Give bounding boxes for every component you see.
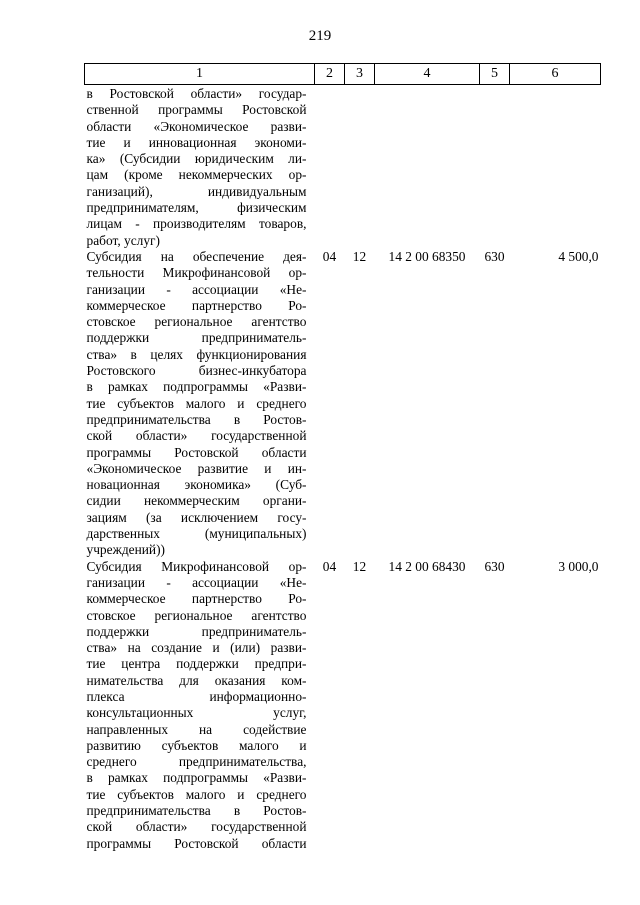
target-article-code xyxy=(375,85,480,249)
description-line: работ, услуг) xyxy=(86,232,160,248)
description-line: новационная экономика» (Суб- xyxy=(86,477,307,493)
description-line: области «Экономическое разви- xyxy=(86,118,307,134)
column-header-6: 6 xyxy=(510,64,601,85)
section-code: 04 xyxy=(322,248,337,264)
row-description xyxy=(85,559,315,852)
description-line: коммерческое партнерство Ро- xyxy=(86,591,307,607)
description-line: в Ростовской области» государ- xyxy=(86,86,307,101)
amount: 4 500,0 xyxy=(558,248,599,264)
description-line: Субсидия на обеспечение дея- xyxy=(86,248,307,264)
description-line: цам (кроме некоммерческих ор- xyxy=(86,167,307,183)
description-line: среднего предпринимательства, xyxy=(86,754,307,770)
description-line: консультационных услуг, xyxy=(86,705,307,721)
description-line: ства» в целях функционирования xyxy=(86,346,307,362)
description-line: в рамках подпрограммы «Разви- xyxy=(86,770,307,786)
table-row xyxy=(85,85,601,249)
description-line: тие субъектов малого и среднего xyxy=(86,395,307,411)
expense-type-code: 630 xyxy=(484,558,505,574)
description-line: тельности Микрофинансовой ор- xyxy=(86,265,307,281)
section-code: 04 xyxy=(322,558,337,574)
description-line: предпринимателям, физическим xyxy=(86,200,307,216)
subsection-code: 12 xyxy=(352,558,367,574)
description-line: стовское региональное агентство xyxy=(86,607,307,623)
description-line: ственной программы Ростовской xyxy=(86,102,307,118)
target-article-code: 14 2 00 68350 xyxy=(388,248,466,264)
description-line: ганизации - ассоциации «Не- xyxy=(86,574,307,590)
table-header-row xyxy=(85,64,601,85)
page-number: 219 xyxy=(308,28,332,44)
description-line: лицам - производителям товаров, xyxy=(86,216,307,232)
target-article-code: 14 2 00 68430 xyxy=(388,558,466,574)
subsection-code xyxy=(345,85,375,249)
column-header-2: 2 xyxy=(315,64,345,85)
column-header-3: 3 xyxy=(345,64,375,85)
column-header-4: 4 xyxy=(375,64,480,85)
description-line: программы Ростовской области xyxy=(86,835,307,851)
description-line: тие центра поддержки предпри- xyxy=(86,656,307,672)
row-description xyxy=(85,249,315,559)
column-header-1: 1 xyxy=(85,64,315,85)
table-row xyxy=(85,249,601,559)
description-line: плекса информационно- xyxy=(86,688,307,704)
description-line: нимательства для оказания ком- xyxy=(86,672,307,688)
description-line: стовское региональное агентство xyxy=(86,314,307,330)
description-line: тие субъектов малого и среднего xyxy=(86,786,307,802)
description-line: ганизаций), индивидуальным xyxy=(86,183,307,199)
description-line: ской области» государственной xyxy=(86,428,307,444)
description-line: развитию субъектов малого и xyxy=(86,737,307,753)
table-row xyxy=(85,559,601,852)
description-line: сидии некоммерческим органи- xyxy=(86,493,307,509)
description-line: направленных на содействие xyxy=(86,721,307,737)
subsection-code: 12 xyxy=(352,248,367,264)
expense-type-code xyxy=(480,85,510,249)
description-line: предпринимательства в Ростов- xyxy=(86,411,307,427)
description-line: Субсидия Микрофинансовой ор- xyxy=(86,558,307,574)
description-line: в рамках подпрограммы «Разви- xyxy=(86,379,307,395)
description-line: ка» (Субсидии юридическим ли- xyxy=(86,151,307,167)
amount xyxy=(510,85,601,249)
description-line: «Экономическое развитие и ин- xyxy=(86,460,307,476)
description-line: учреждений)) xyxy=(86,542,165,558)
budget-table xyxy=(84,63,601,852)
description-line: ской области» государственной xyxy=(86,819,307,835)
amount: 3 000,0 xyxy=(558,558,599,574)
description-line: Ростовского бизнес-инкубатора xyxy=(86,363,307,379)
description-line: зациям (за исключением госу- xyxy=(86,509,307,525)
description-line: предпринимательства в Ростов- xyxy=(86,803,307,819)
description-line: поддержки предприниматель- xyxy=(86,330,307,346)
description-line: ганизации - ассоциации «Не- xyxy=(86,281,307,297)
description-line: дарственных (муниципальных) xyxy=(86,526,307,542)
description-line: ства» на создание и (или) разви- xyxy=(86,640,307,656)
description-line: поддержки предприниматель- xyxy=(86,623,307,639)
expense-type-code: 630 xyxy=(484,248,505,264)
description-line: программы Ростовской области xyxy=(86,444,307,460)
description-line: коммерческое партнерство Ро- xyxy=(86,297,307,313)
column-header-5: 5 xyxy=(480,64,510,85)
section-code xyxy=(315,85,345,249)
row-description xyxy=(85,85,315,249)
description-line: тие и инновационная экономи- xyxy=(86,134,307,150)
